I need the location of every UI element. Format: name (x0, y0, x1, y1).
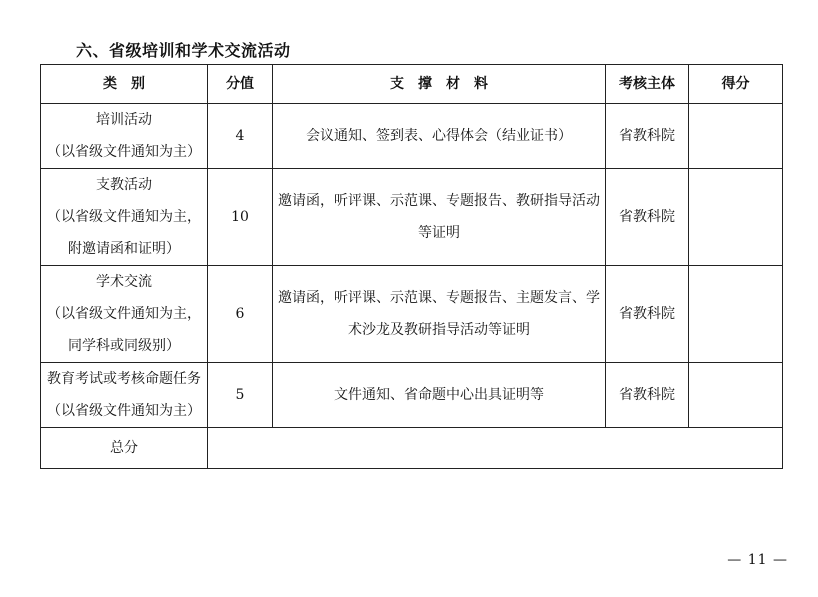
score-value-cell: 6 (208, 266, 273, 363)
materials-cell: 文件通知、省命题中心出具证明等 (273, 363, 606, 428)
score-value-cell: 10 (208, 169, 273, 266)
total-label: 总分 (41, 428, 208, 469)
category-line: 支教活动 (96, 177, 152, 193)
table-row (41, 169, 783, 266)
score-obtained-cell[interactable] (689, 104, 783, 169)
score-obtained-cell[interactable] (689, 363, 783, 428)
category-line: （以省级文件通知为主， (47, 306, 201, 322)
score-obtained-cell[interactable] (689, 169, 783, 266)
category-cell (41, 363, 208, 428)
header-score-obtained: 得分 (689, 65, 783, 104)
score-value-cell: 4 (208, 104, 273, 169)
table-header-row (41, 65, 783, 104)
materials-cell: 邀请函，听评课、示范课、专题报告、主题发言、学术沙龙及教研指导活动等证明 (273, 266, 606, 363)
category-line: （以省级文件通知为主） (47, 403, 201, 419)
header-reviewer: 考核主体 (606, 65, 689, 104)
header-materials: 支 撑 材 料 (273, 65, 606, 104)
category-cell (41, 104, 208, 169)
table-row (41, 363, 783, 428)
reviewer-cell: 省教科院 (606, 169, 689, 266)
reviewer-cell: 省教科院 (606, 363, 689, 428)
materials-cell: 会议通知、签到表、心得体会（结业证书） (273, 104, 606, 169)
category-line: （以省级文件通知为主） (47, 144, 201, 160)
category-cell (41, 266, 208, 363)
category-line: 同学科或同级别） (68, 338, 180, 354)
materials-cell: 邀请函，听评课、示范课、专题报告、教研指导活动等证明 (273, 169, 606, 266)
scoring-table (40, 64, 783, 469)
header-category: 类 别 (41, 65, 208, 104)
header-score-value: 分值 (208, 65, 273, 104)
score-obtained-cell[interactable] (689, 266, 783, 363)
table-row (41, 104, 783, 169)
page-number: — 11 — (727, 552, 788, 568)
category-line: 教育考试或考核命题任务 (47, 371, 201, 387)
total-row (41, 428, 783, 469)
category-line: 附邀请函和证明） (68, 241, 180, 257)
category-line: 培训活动 (96, 112, 152, 128)
category-line: 学术交流 (96, 274, 152, 290)
reviewer-cell: 省教科院 (606, 104, 689, 169)
score-value-cell: 5 (208, 363, 273, 428)
table-row (41, 266, 783, 363)
reviewer-cell: 省教科院 (606, 266, 689, 363)
section-title: 六、省级培训和学术交流活动 (76, 41, 291, 60)
total-value-cell[interactable] (208, 428, 783, 469)
category-cell (41, 169, 208, 266)
category-line: （以省级文件通知为主， (47, 209, 201, 225)
